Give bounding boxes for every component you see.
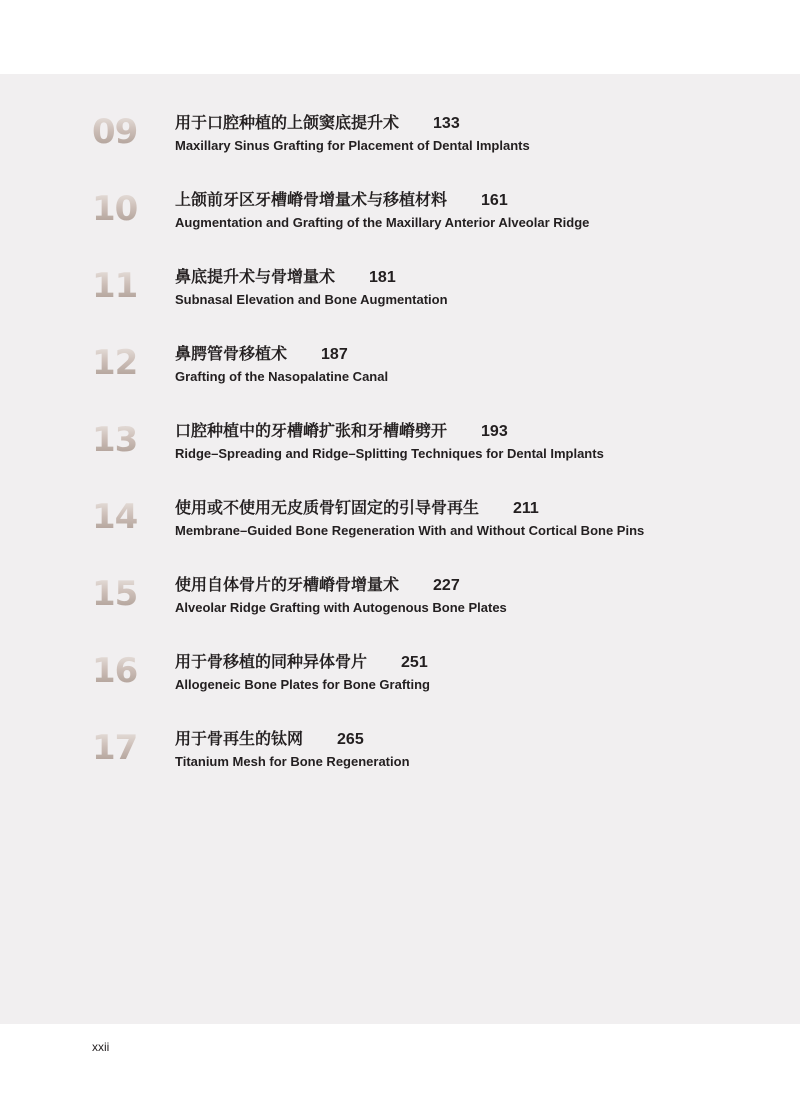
chapter-title-line [175, 343, 348, 365]
toc-entry-09[interactable] [0, 112, 800, 182]
chapter-title-line [175, 420, 508, 442]
chapter-title-english: Allogeneic Bone Plates for Bone Grafting [175, 677, 430, 692]
toc-entry-17[interactable] [0, 728, 800, 798]
chapter-page-number: 187 [321, 346, 348, 363]
toc-entry-15[interactable] [0, 574, 800, 644]
toc-entry-16[interactable] [0, 651, 800, 721]
chapter-title-line [175, 651, 428, 673]
chapter-number: 12 [92, 343, 162, 383]
chapter-title-english: Subnasal Elevation and Bone Augmentation [175, 292, 448, 307]
chapter-title-line [175, 728, 364, 750]
top-margin [0, 0, 800, 74]
chapter-page-number: 251 [401, 654, 428, 671]
chapter-number: 17 [92, 728, 162, 768]
chapter-title-line [175, 497, 539, 519]
chapter-page-number: 133 [433, 115, 460, 132]
chapter-title-chinese: 鼻底提升术与骨增量术 [175, 267, 336, 286]
chapter-page-number: 227 [433, 577, 460, 594]
chapter-number: 09 [92, 112, 162, 152]
chapter-title-english: Membrane–Guided Bone Regeneration With and Without Cortical Bone Pins [175, 523, 645, 538]
chapter-number: 16 [92, 651, 162, 691]
chapter-page-number: 193 [481, 423, 508, 440]
chapter-title-english: Titanium Mesh for Bone Regeneration [175, 754, 410, 769]
chapter-number: 15 [92, 574, 162, 614]
toc-entry-12[interactable] [0, 343, 800, 413]
chapter-title-english: Augmentation and Grafting of the Maxillary Anterior Alveolar Ridge [175, 215, 590, 230]
chapter-page-number: 265 [337, 731, 364, 748]
toc-entry-10[interactable] [0, 189, 800, 259]
chapter-title-chinese: 上颌前牙区牙槽嵴骨增量术与移植材料 [175, 190, 448, 209]
chapter-number: 10 [92, 189, 162, 229]
toc-entry-13[interactable] [0, 420, 800, 490]
chapter-title-english: Maxillary Sinus Grafting for Placement of Dental Implants [175, 138, 530, 153]
chapter-title-chinese: 使用或不使用无皮质骨钉固定的引导骨再生 [175, 498, 480, 517]
chapter-title-chinese: 鼻腭管骨移植术 [175, 344, 288, 363]
chapter-title-line [175, 266, 396, 288]
toc-entry-11[interactable] [0, 266, 800, 336]
toc-entry-14[interactable] [0, 497, 800, 567]
chapter-number: 14 [92, 497, 162, 537]
chapter-number: 11 [92, 266, 162, 306]
chapter-title-chinese: 口腔种植中的牙槽嵴扩张和牙槽嵴劈开 [175, 421, 448, 440]
chapter-title-line [175, 189, 508, 211]
chapter-title-chinese: 使用自体骨片的牙槽嵴骨增量术 [175, 575, 400, 594]
chapter-title-english: Ridge–Spreading and Ridge–Splitting Techniques for Dental Implants [175, 446, 604, 461]
chapter-page-number: 161 [481, 192, 508, 209]
chapter-number: 13 [92, 420, 162, 460]
chapter-title-chinese: 用于口腔种植的上颌窦底提升术 [175, 113, 400, 132]
chapter-page-number: 211 [513, 500, 539, 517]
chapter-title-line [175, 112, 460, 134]
chapter-title-chinese: 用于骨再生的钛网 [175, 729, 304, 748]
chapter-title-line [175, 574, 460, 596]
chapter-page-number: 181 [369, 269, 396, 286]
page-folio: xxii [92, 1040, 110, 1054]
chapter-title-chinese: 用于骨移植的同种异体骨片 [175, 652, 368, 671]
chapter-title-english: Alveolar Ridge Grafting with Autogenous Bone Plates [175, 600, 507, 615]
chapter-title-english: Grafting of the Nasopalatine Canal [175, 369, 389, 384]
